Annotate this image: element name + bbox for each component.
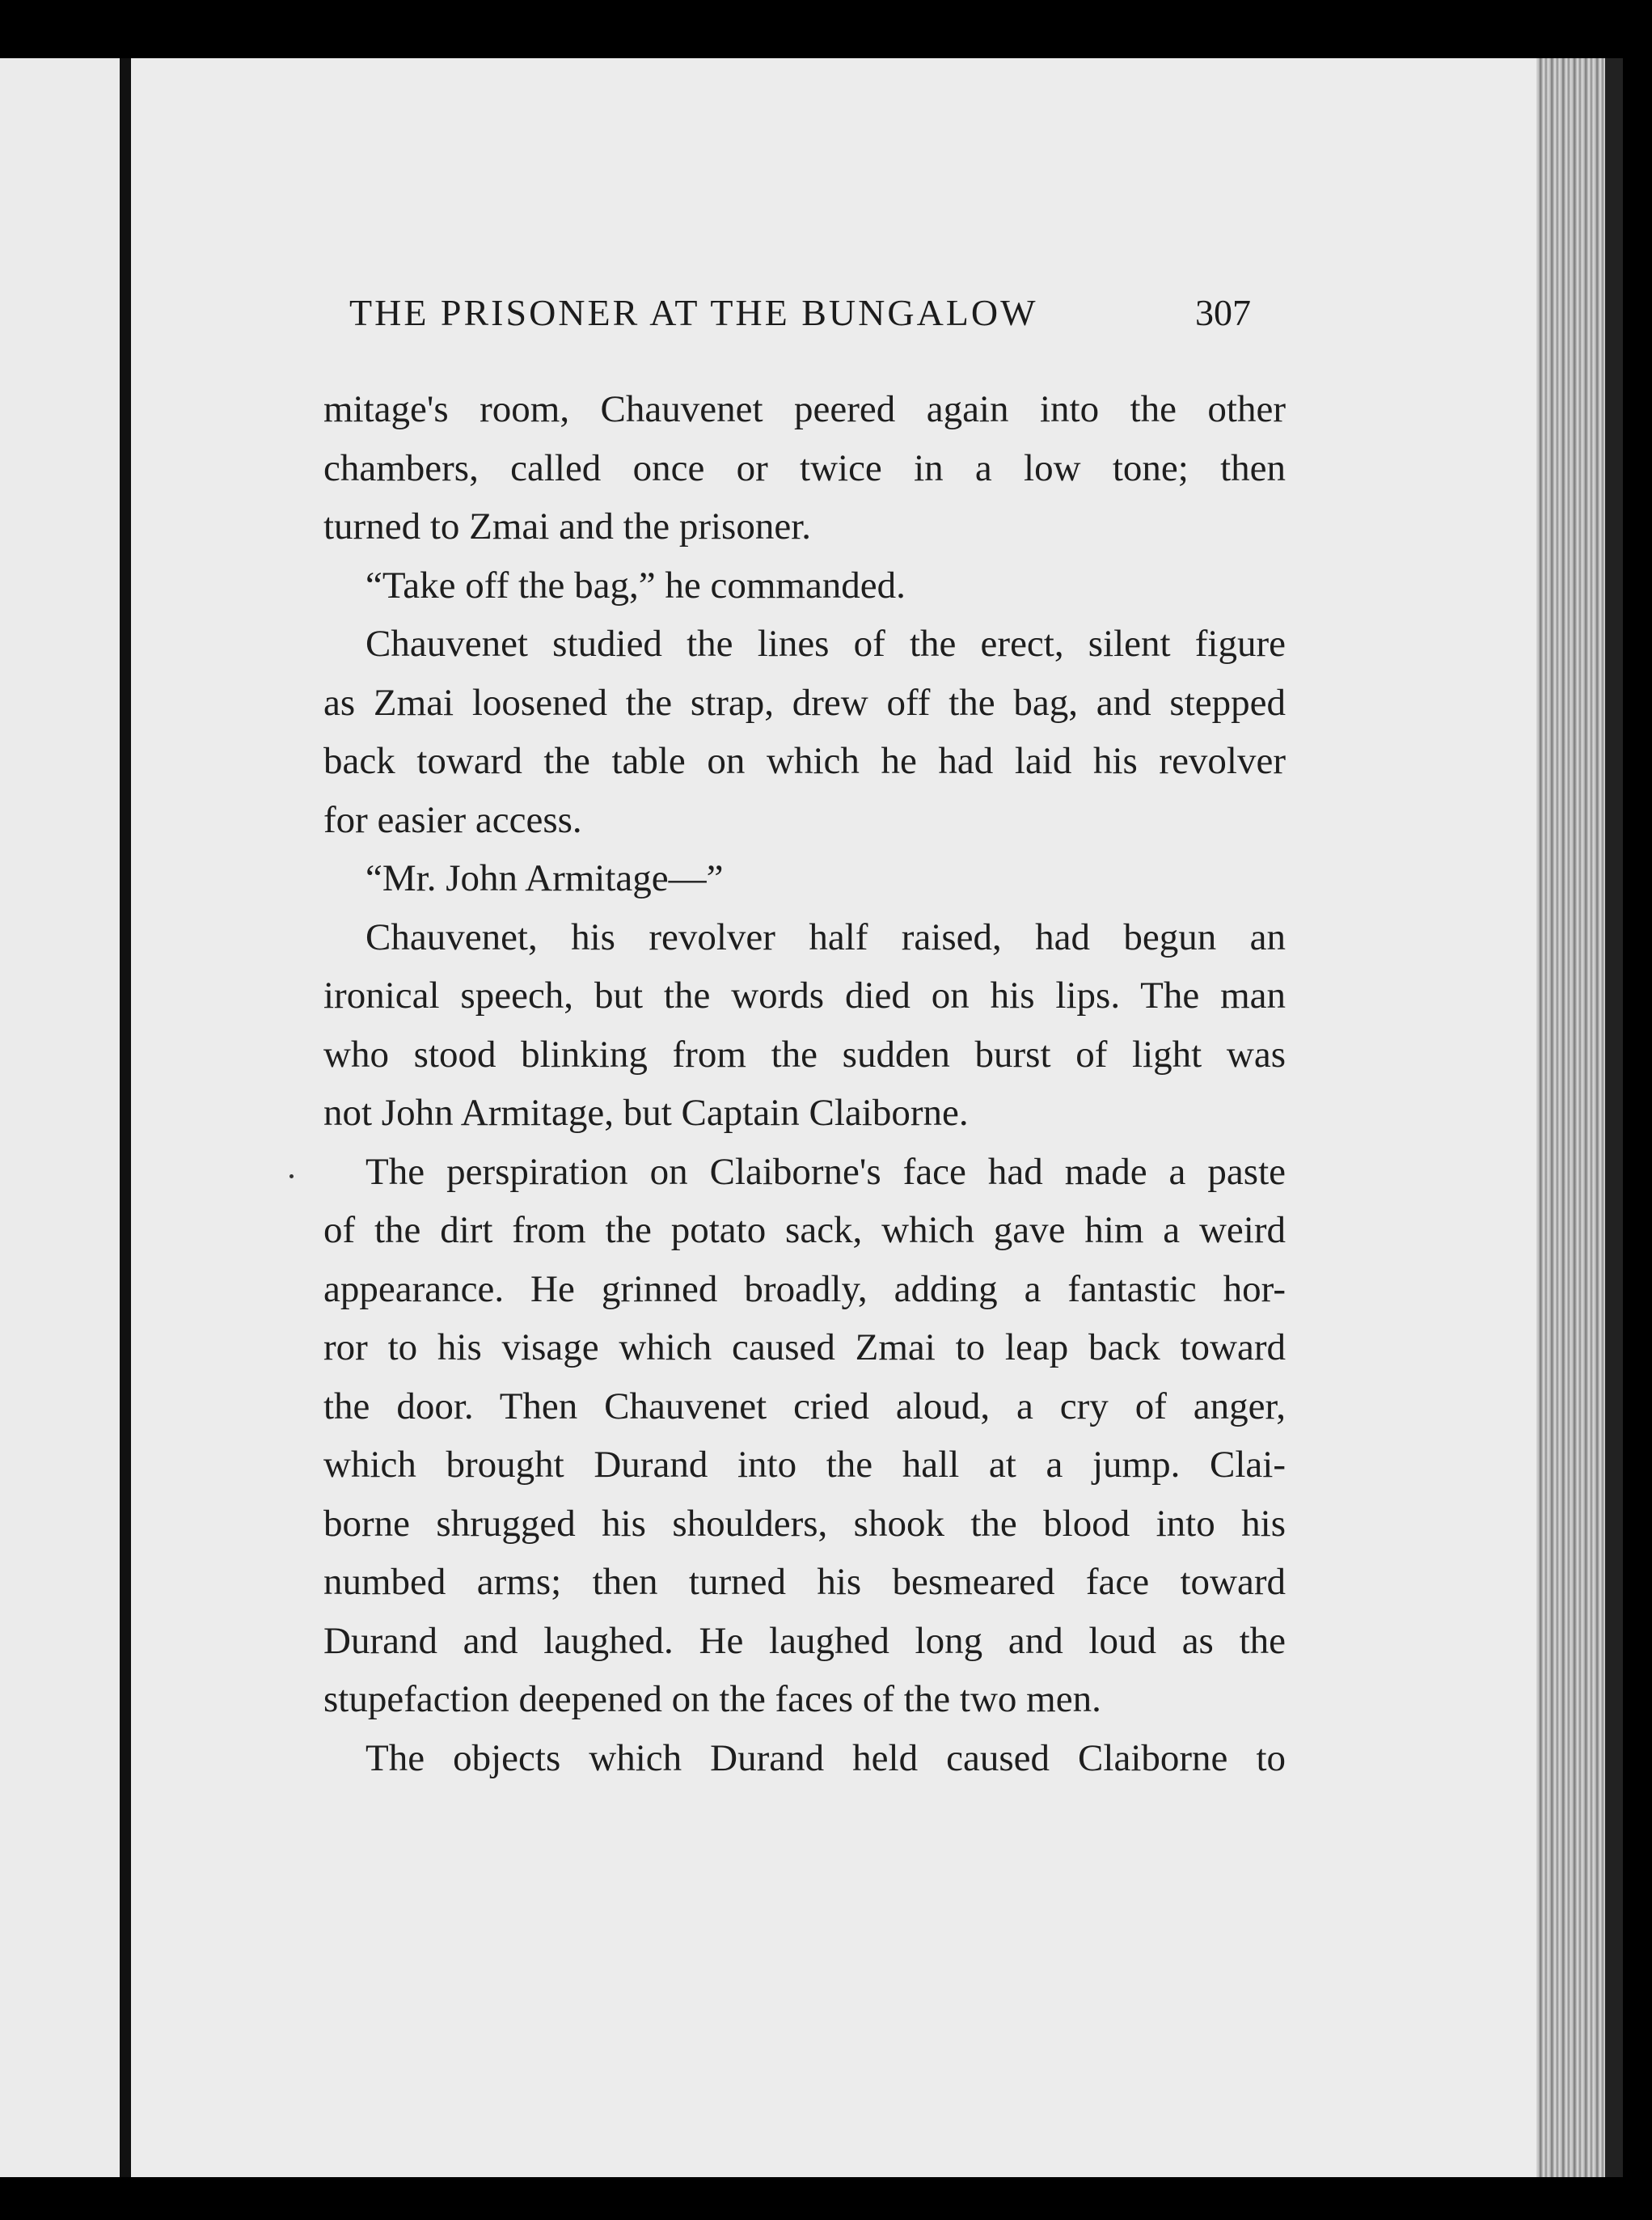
text-line: chambers, called once or twice in a low tone; then: [323, 446, 1286, 489]
text-line: Chauvenet, his revolver half raised, had begun an: [365, 915, 1286, 958]
text-line: which brought Durand into the hall at a jump. Clai-: [323, 1444, 1286, 1486]
text-line: The objects which Durand held caused Claiborne to: [365, 1736, 1286, 1779]
body-text: [323, 380, 1286, 1787]
scan-bottom-border: [0, 2177, 1652, 2220]
page-number: 307: [1195, 292, 1251, 333]
text-line: mitage's room, Chauvenet peered again into the other: [323, 388, 1286, 430]
page-header: [0, 291, 1585, 340]
text-line: ironical speech, but the words died on his lips. The man: [323, 975, 1286, 1017]
text-line: numbed arms; then turned his besmeared face toward: [323, 1561, 1286, 1603]
text-line: “Take off the bag,” he commanded.: [365, 564, 906, 607]
book-gutter: [120, 58, 131, 2177]
text-line: The perspiration on Claiborne's face had made a paste: [365, 1150, 1286, 1193]
text-line: borne shrugged his shoulders, shook the blood into his: [323, 1502, 1286, 1545]
text-line: ror to his visage which caused Zmai to leap back toward: [323, 1326, 1286, 1368]
text-line: Chauvenet studied the lines of the erect, silent figure: [365, 623, 1286, 665]
left-page-edge: [0, 58, 120, 2177]
text-line: appearance. He grinned broadly, adding a fantastic hor-: [323, 1267, 1286, 1310]
text-line: not John Armitage, but Captain Claiborne.: [323, 1092, 969, 1134]
text-line: for easier access.: [323, 798, 582, 841]
text-line: back toward the table on which he had laid his revolver: [323, 740, 1286, 782]
text-line: the door. Then Chauvenet cried aloud, a cry of anger,: [323, 1385, 1286, 1427]
text-line: “Mr. John Armitage—”: [365, 857, 724, 899]
text-line: of the dirt from the potato sack, which gave him a weird: [323, 1209, 1286, 1251]
text-line: who stood blinking from the sudden burst of light was: [323, 1033, 1286, 1076]
text-line: stupefaction deepened on the faces of the two men.: [323, 1678, 1101, 1720]
page-stack-shadow: [1605, 58, 1623, 2177]
text-line: turned to Zmai and the prisoner.: [323, 505, 812, 548]
text-line: Durand and laughed. He laughed long and loud as the: [323, 1619, 1286, 1662]
text-line: as Zmai loosened the strap, drew off the bag, and stepped: [323, 681, 1286, 724]
stray-ink-mark: [289, 1174, 294, 1178]
running-head: THE PRISONER AT THE BUNGALOW: [349, 292, 1038, 333]
